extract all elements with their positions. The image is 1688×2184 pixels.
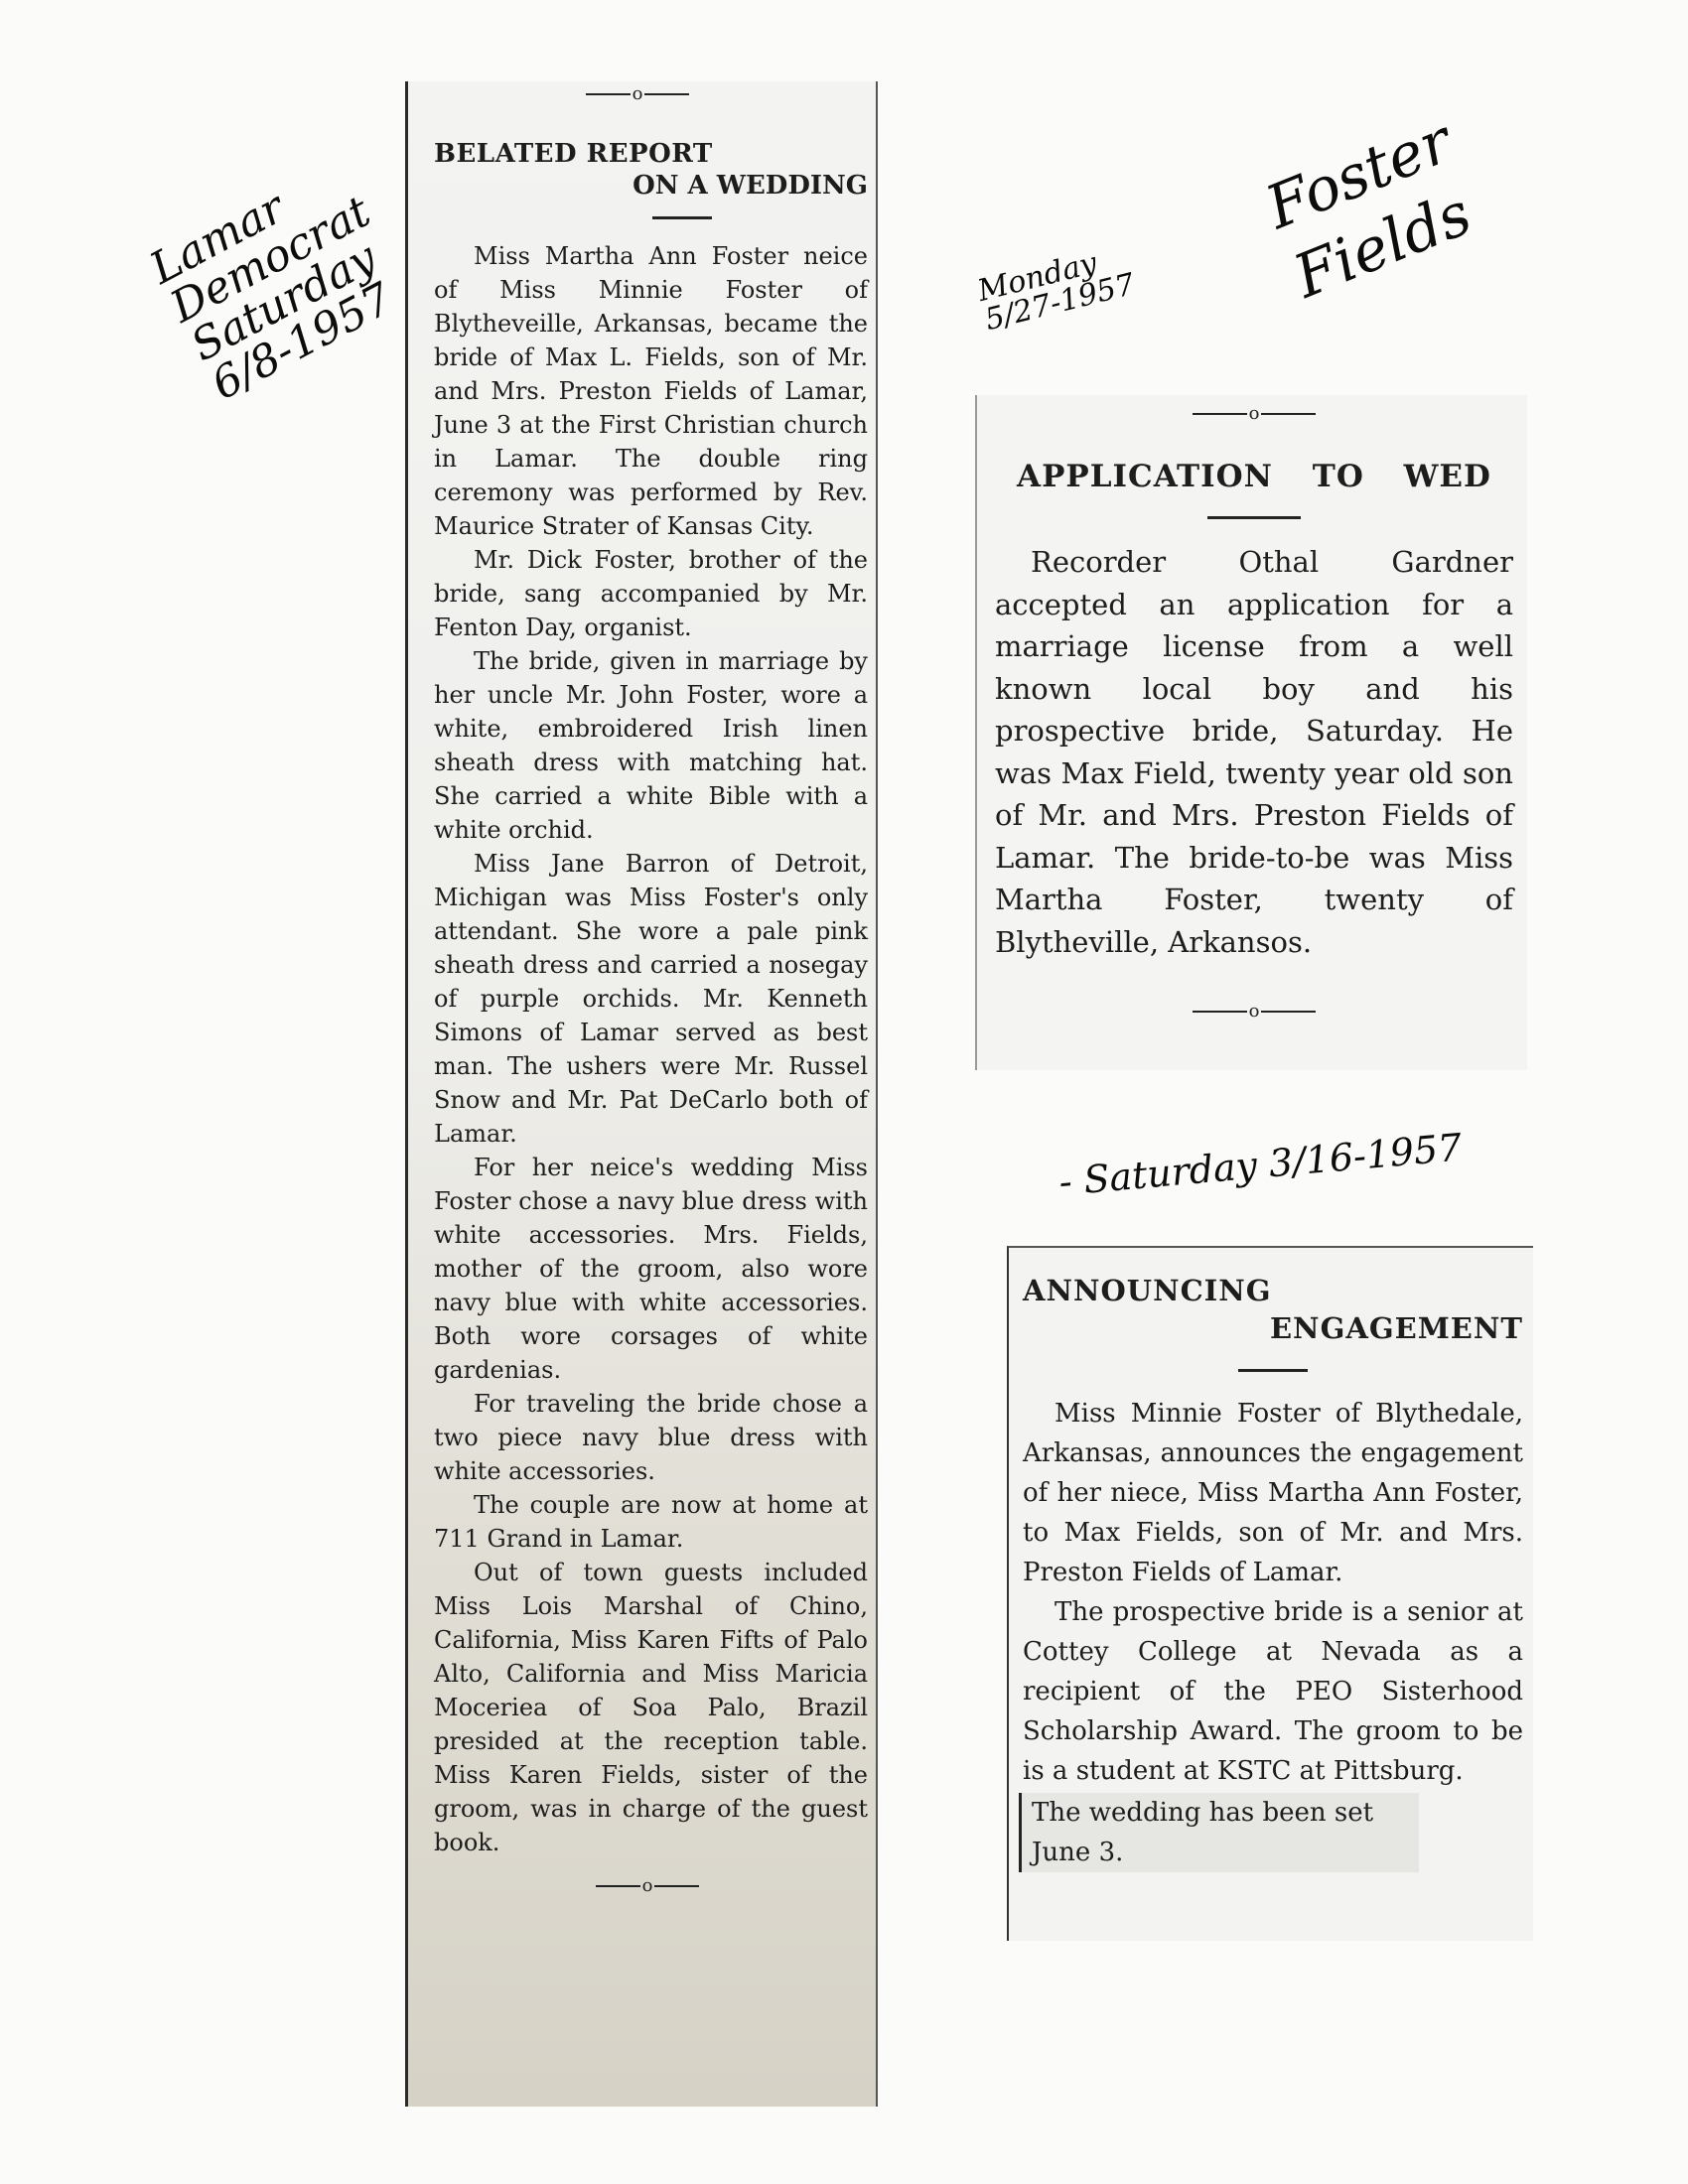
handwritten-date-monday: Monday 5/27-1957 — [974, 245, 1139, 339]
engagement-paragraph: Miss Minnie Foster of Blythedale, Arkansas, announces the engagement of her niece, Miss Martha Ann Foster, to Max Fields, son of Mr. and Mrs. Preston Fields of Lamar. — [1023, 1399, 1523, 1587]
bottom-ornament-rule: o — [593, 1877, 702, 1895]
headline-divider — [1238, 1369, 1308, 1372]
engagement-last-paragraph-box — [1019, 1793, 1419, 1872]
headline: APPLICATION TO WED — [1017, 459, 1491, 494]
report-paragraph: The bride, given in marriage by her uncle Mr. John Foster, wore a white, embroidered Irish linen sheath dress with matching hat. She carried a white Bible with a white orchid. — [434, 647, 868, 844]
headline-divider — [1207, 516, 1301, 519]
report-paragraph: For traveling the bride chose a two piece navy blue dress with white accessories. — [434, 1390, 868, 1485]
clipping-engagement — [1007, 1246, 1533, 1941]
report-paragraph: For her neice's wedding Miss Foster chose a navy blue dress with white accessories. Mrs. Fields, mother of the groom, also wore navy blue with white accessories. Both wore corsages of white gardenias. — [434, 1154, 868, 1384]
top-ornament-rule: o — [583, 85, 692, 103]
report-paragraph: Miss Martha Ann Foster neice of Miss Minnie Foster of Blytheveille, Arkansas, became the bride of Max L. Fields, son of Mr. and Mrs. Preston Fields of Lamar, June 3 at the First Christian church in Lamar. The double ring ceremony was performed by Rev. Maurice Strater of Kansas City. — [434, 242, 868, 540]
clipping-wedding-report — [405, 81, 878, 2107]
report-paragraph: Out of town guests included Miss Lois Marshal of Chino, California, Miss Karen Fifts of Palo Alto, California and Miss Maricia Moceriea of Soa Palo, Brazil presided at the reception table. Miss Karen Fields, sister of the groom, was in charge of the guest book. — [434, 1559, 868, 1856]
report-paragraph: Miss Jane Barron of Detroit, Michigan was Miss Foster's only attendant. She wore a pale pink sheath dress and carried a nosegay of purple orchids. Mr. Kenneth Simons of Lamar served as best man. The ushers were Mr. Russel Snow and Mr. Pat DeCarlo both of Lamar. — [434, 850, 868, 1148]
report-paragraph: Mr. Dick Foster, brother of the bride, sang accompanied by Mr. Fenton Day, organist. — [434, 546, 868, 641]
application-paragraph: Recorder Othal Gardner accepted an application for a marriage license from a well known local boy and his prospective bride, Saturday. He was Max Field, twenty year old son of Mr. and Mrs. Preston Fields of Lamar. The bride-to-be was Miss Martha Foster, twenty of Blytheville, Arkansos. — [995, 545, 1513, 959]
clipping-application-to-wed — [975, 395, 1527, 1070]
engagement-last-paragraph: The wedding has been set June 3. — [1032, 1798, 1374, 1867]
handwritten-date-saturday: - Saturday 3/16-1957 — [1056, 1125, 1464, 1204]
headline-line-2: ENGAGEMENT — [1269, 1311, 1523, 1345]
top-ornament-rule: o — [995, 405, 1513, 423]
handwritten-names: Foster Fields — [1256, 106, 1481, 313]
engagement-paragraph: The prospective bride is a senior at Cottey College at Nevada as a recipient of the PEO Sisterhood Scholarship Award. The groom to be is a student at KSTC at Pittsburg. — [1023, 1597, 1523, 1786]
headline-line-1: BELATED REPORT — [434, 139, 713, 169]
headline-line-2: ON A WEDDING — [633, 171, 868, 201]
headline-divider — [652, 216, 712, 219]
bottom-ornament-rule: o — [995, 1003, 1513, 1021]
report-paragraph: The couple are now at home at 711 Grand in Lamar. — [434, 1491, 868, 1553]
headline-line-1: ANNOUNCING — [1023, 1274, 1272, 1307]
handwritten-source-note: Lamar Democrat Saturday 6/8-1957 — [142, 182, 401, 411]
